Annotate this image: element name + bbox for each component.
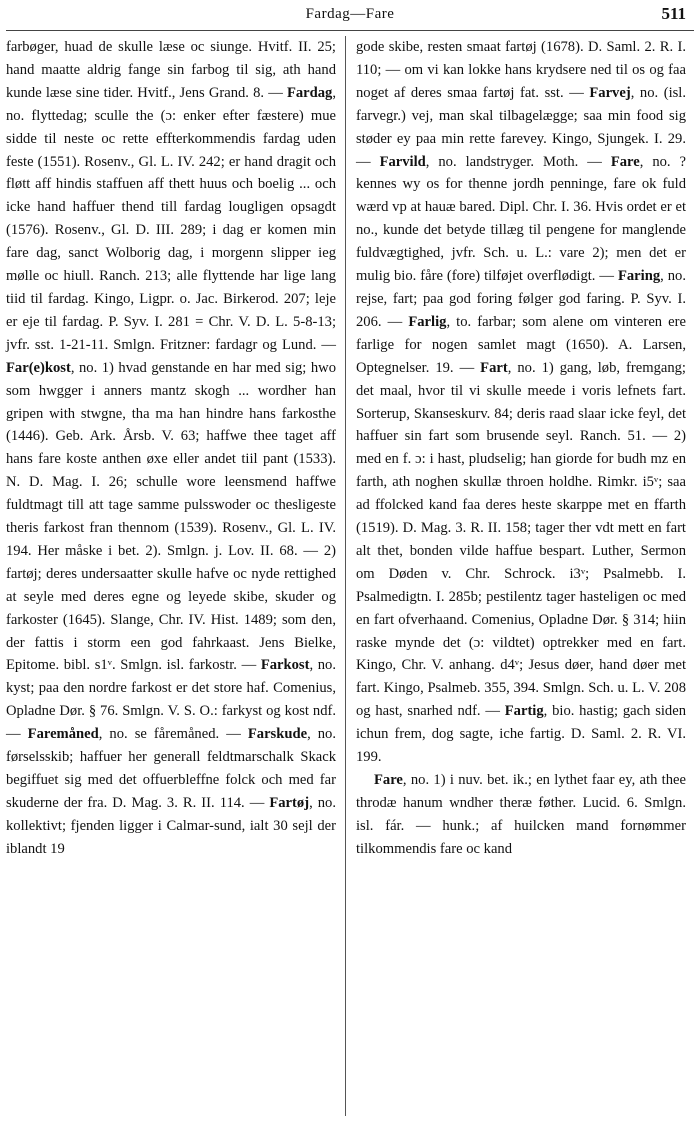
headword-faring: Faring: [617, 268, 661, 285]
text-run: , to. farbar; som alene om vinteren ere farlige for nogen samlet magt (1650). A. Larsen, Optegnelser. 19. —: [356, 313, 686, 376]
text-run: , no. 1) gang, løb, fremgang; det maal, hvor til vi skulle meede i voris lefnets fart. Sorterup, Skanseskurv. 84; deris raad slaar icke feyl, det haffuer sin fart som brusende seyl. Ranch. 51. — 2) med en f. ɔ: i hast, pludselig; han giorde for budh mz en farth, ath noghen skullæ throen holdhe. Rimkr. i5ᵛ; saa ad ffolcked kand faa deres heste skarppe met en ffarth (1519). D. Mag. 3. R. II. 158; tager ther vdt mett en fart alt thet, bonden vilde haffue bespart. Luther, Sermon om Døden v. Chr. Schrock. i3ᵛ; Psalmebb. I. Psalmedigtn. I. 285b; pestilentz tager hasteligen oc med en fart ofverhaand. Comenius, Opladne Dør. § 314; hiin raske mynde det (ɔ: vildtet) optrekker med en fart. Kingo, Chr. V. anhang. d4ᵛ; Jesus døer, hand døer met fart. Kingo, Psalmeb. 355, 394. Smlgn. Sch. u. L. V. 208 og hast, snarhed ndf. —: [356, 359, 686, 720]
headword-fart: Fart: [480, 359, 508, 376]
headword-fare: Fare: [610, 153, 640, 170]
headword-farvild: Farvild: [379, 153, 426, 170]
text-run: , no. rejse, fart; paa god foring følger god faring. P. Syv. I. 206. —: [356, 268, 686, 330]
text-run: , no. kyst; paa den nordre farkost er det store haf. Comenius, Opladne Dør. § 76. Smlgn. V. S. O.: farkyst og kost ndf. —: [6, 657, 336, 743]
headword-fartig: Fartig: [504, 703, 544, 720]
column-divider: [345, 36, 346, 1116]
headword-fartoj: Fartøj: [269, 794, 310, 811]
left-column: [6, 36, 336, 861]
left-column-text: [6, 36, 336, 861]
headword-fare-2: Fare: [374, 772, 403, 788]
text-run: , no. flyttedag; sculle the (ɔ: enker efter fæstere) mue sidde til neste oc rette effterkommendis fardag uden feste (1551). Rosenv., Gl. L. IV. 242; er hand dragit och fløtt aff hindis staffuen aff thett huus och boelig ... och icke hand haffuer thend till fardag lougligen opsagdt (1576). Rosenv., Gl. D. III. 289; i dag er komen min fare dag, sanct Wolborig dag, i morgenn slipper ieg mølle oc hiull. Ranch. 213; alle flyttende har lige lang tiid til fardag. Kingo, Ligpr. o. Jac. Birkerod. 207; leje er eje til fardag. P. Syv. I. 281 = Chr. V. D. L. 5-8-13; jvfr. sst. 1-21-11. Smlgn. Fritzner: fardagr og Lund. —: [6, 84, 336, 353]
text-run: , no. (isl. farvegr.) vej, man skal tilbagelægge; saa min food sig støder ey paa min rette farevey. Kingo, Sjungek. I. 29. —: [356, 84, 687, 170]
headword-farkost: Farkost: [260, 657, 310, 674]
right-column-entry-fare: [356, 769, 686, 861]
right-column-text: [356, 36, 686, 769]
headword-farekost: Far(e)kost: [6, 359, 71, 376]
headword-faremaned: Faremåned: [27, 726, 99, 743]
text-run: , no. 1) hvad genstande en har med sig; hwo som hwgger i anners mantz skogh ... wordher han gripen with stwgne, tha ma han hindre hans farkosthe (1446). Geb. Ark. Årsb. V. 63; haffwe thee taget aff hans fare koste anthen øxe eller andet tiil pant (1533). N. D. Mag. I. 26; schulle wore leensmend haffwe fuldtmagt till att tage samme pulsswoder oc thesligeste theris farkost fran thennom (1539). Rosenv., Gl. L. IV. 194. Her måske i bet. 2). Smlgn. j. Lov. II. 68. — 2) fartøj; deres undersaatter skulle hafve oc nyde rettighed at seyle med deres egne og leyede skibe, skuder og farkoster (1645). Slange, Chr. IV. Hist. 1489; som den, der fattis i storm een god fahrkaast. Jens Bielke, Epitome. bibl. s1ᵛ. Smlgn. isl. farkostr. —: [6, 359, 336, 674]
text-run: gode skibe, resten smaat fartøj (1678). D. Saml. 2. R. I. 110; — om vi kan lokke hans krydsere ned til os og faa noget af deres smaa fartøj fat. sst. —: [356, 39, 686, 101]
text-run: , no. førselsskib; haffuer her generall feldtmarschalk Skack begiffuet sig med det offuerbleffne folck och med far skuderne der fra. D. Mag. 3. R. II. 114. —: [6, 726, 337, 811]
page-header: [0, 4, 700, 28]
right-column: [356, 36, 686, 861]
header-rule: [6, 30, 694, 31]
text-run: , no. landstryger. Moth. —: [425, 153, 611, 170]
headword-fardag: Fardag: [286, 84, 333, 101]
running-title: Fardag—Fare: [305, 6, 395, 22]
text-run: farbøger, huad de skulle læse oc siunge. Hvitf. II. 25; hand maatte aldrig fange sin farbog til sig, ath hand kunde læse sine tider. Hvitf., Jens Grand. 8. —: [6, 39, 336, 101]
text-run: , no. kollektivt; fjenden ligger i Calmar-sund, ialt 30 sejl der iblandt 19: [6, 794, 336, 857]
headword-farskude: Farskude: [247, 726, 308, 743]
text-run: , no. ? kennes wy os for thenne jordh penninge, fare ok fuld wærd vp at hauæ bared. Dipl. Chr. I. 36. Hvis ordet er et no., kunde det betyde tillæg til pengene for manglende fuldvægtighed, jvfr. Sch. u. L.: vare 2); men det er mulig bio. fåre (fore) tilføjet overflødigt. —: [356, 153, 686, 285]
text-run: , bio. hastig; gach siden ichun frem, dog sagte, iche fartig. D. Saml. 2. R. VI. 199.: [356, 703, 686, 766]
headword-farvej: Farvej: [589, 84, 631, 101]
text-run: , no. se fåremåned. —: [98, 726, 248, 743]
headword-farlig: Farlig: [408, 313, 447, 330]
text-run: , no. 1) i nuv. bet. ik.; en lythet faar ey, ath thee throdæ hanum wndher theræ føther. Lucid. 6. Smlgn. isl. fár. — hunk.; af huilcken mand fornømmer tilkommendis fare oc kand: [356, 772, 686, 857]
page-number: 511: [661, 4, 686, 23]
